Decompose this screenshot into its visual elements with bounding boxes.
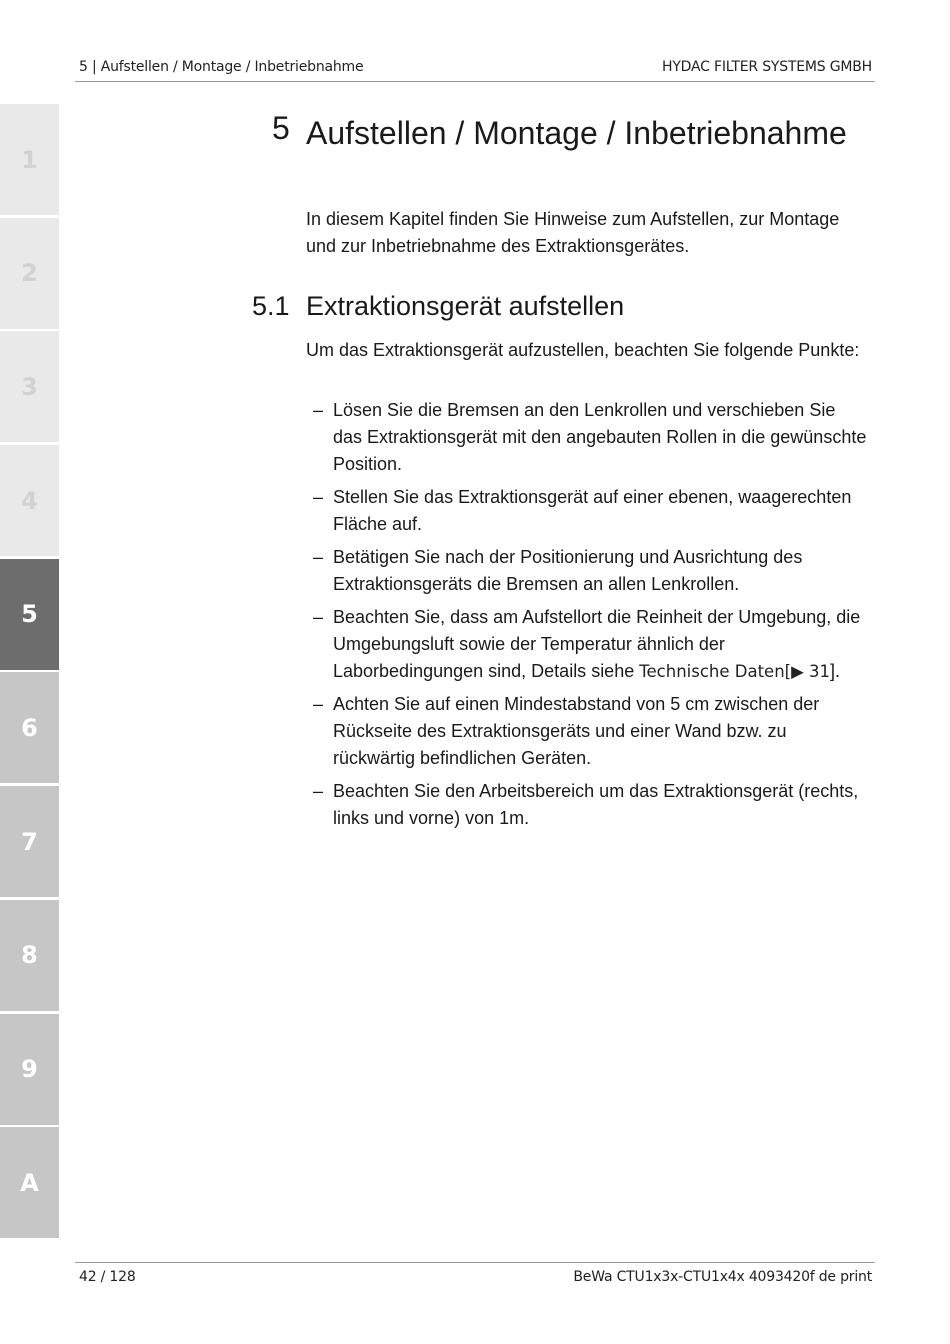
chapter-tab-9[interactable]: 9	[0, 1014, 59, 1125]
chapter-tab-4[interactable]: 4	[0, 445, 59, 556]
list-item	[306, 544, 868, 598]
chapter-tab-a[interactable]: A	[0, 1127, 59, 1238]
section-lead: Um das Extraktionsgerät aufzustellen, beachten Sie folgende Punkte:	[306, 340, 860, 360]
section-title: Extraktionsgerät aufstellen	[306, 291, 625, 321]
technical-data-link[interactable]: Technische Daten	[639, 662, 785, 681]
page-ref-arrow-icon: ▶	[791, 662, 804, 681]
list-item-text: Lösen Sie die Bremsen an den Lenkrollen und verschieben Sie das Extraktionsgerät mit den angebauten Rollen in die gewünschte Position.	[333, 400, 867, 474]
chapter-title: Aufstellen / Montage / Inbetriebnahme	[306, 115, 847, 151]
chapter-tab-5-active[interactable]: 5	[0, 559, 59, 670]
footer-page-number: 42 / 128	[79, 1269, 136, 1285]
xref-bracket-open: [	[784, 662, 792, 681]
list-item	[306, 691, 868, 772]
chapter-number: 5	[272, 110, 290, 146]
list-item	[306, 778, 868, 832]
list-item-text: Achten Sie auf einen Mindestabstand von 5 cm zwischen der Rückseite des Extraktionsgeräts und einer Wand bzw. zu rückwärtig befindlichen Geräten.	[333, 694, 820, 768]
setup-instructions-list	[306, 397, 868, 838]
page-ref-number[interactable]: 31	[803, 662, 831, 681]
list-item-text: Beachten Sie, dass am Aufstellort die Reinheit der Umgebung, die Umgebungsluft sowie der Temperatur ähnlich der Laborbedingungen sind, Details siehe	[333, 607, 861, 681]
list-dash: –	[313, 400, 324, 420]
list-item	[306, 397, 868, 478]
footer-divider	[75, 1262, 875, 1263]
section-number: 5.1	[252, 291, 290, 321]
list-item	[306, 484, 868, 538]
xref-bracket-close: ].	[830, 661, 841, 681]
list-item-text: Betätigen Sie nach der Positionierung und Ausrichtung des Extraktionsgeräts die Bremsen an allen Lenkrollen.	[333, 547, 803, 594]
footer-doc-id: BeWa CTU1x3x-CTU1x4x 4093420f de print	[573, 1269, 872, 1285]
chapter-tab-1[interactable]: 1	[0, 104, 59, 215]
header-divider	[75, 81, 875, 82]
chapter-intro: In diesem Kapitel finden Sie Hinweise zum Aufstellen, zur Montage und zur Inbetriebnahme des Extraktionsgerätes.	[306, 209, 840, 256]
chapter-tab-6[interactable]: 6	[0, 672, 59, 783]
list-dash: –	[313, 487, 324, 507]
list-dash: –	[313, 781, 324, 801]
chapter-tab-8[interactable]: 8	[0, 900, 59, 1011]
chapter-tabs	[0, 104, 59, 1241]
list-dash: –	[313, 694, 324, 714]
chapter-tab-3[interactable]: 3	[0, 331, 59, 442]
header-chapter-ref: 5 | Aufstellen / Montage / Inbetriebnahme	[79, 59, 364, 75]
list-item-text: Beachten Sie den Arbeitsbereich um das Extraktionsgerät (rechts, links und vorne) von 1m.	[333, 781, 859, 828]
list-dash: –	[313, 547, 324, 567]
chapter-tab-2[interactable]: 2	[0, 218, 59, 329]
chapter-tab-7[interactable]: 7	[0, 786, 59, 897]
list-item-text: Stellen Sie das Extraktionsgerät auf einer ebenen, waagerechten Fläche auf.	[333, 487, 852, 534]
list-item	[306, 604, 868, 685]
header-company: HYDAC FILTER SYSTEMS GMBH	[662, 59, 872, 75]
list-dash: –	[313, 607, 324, 627]
